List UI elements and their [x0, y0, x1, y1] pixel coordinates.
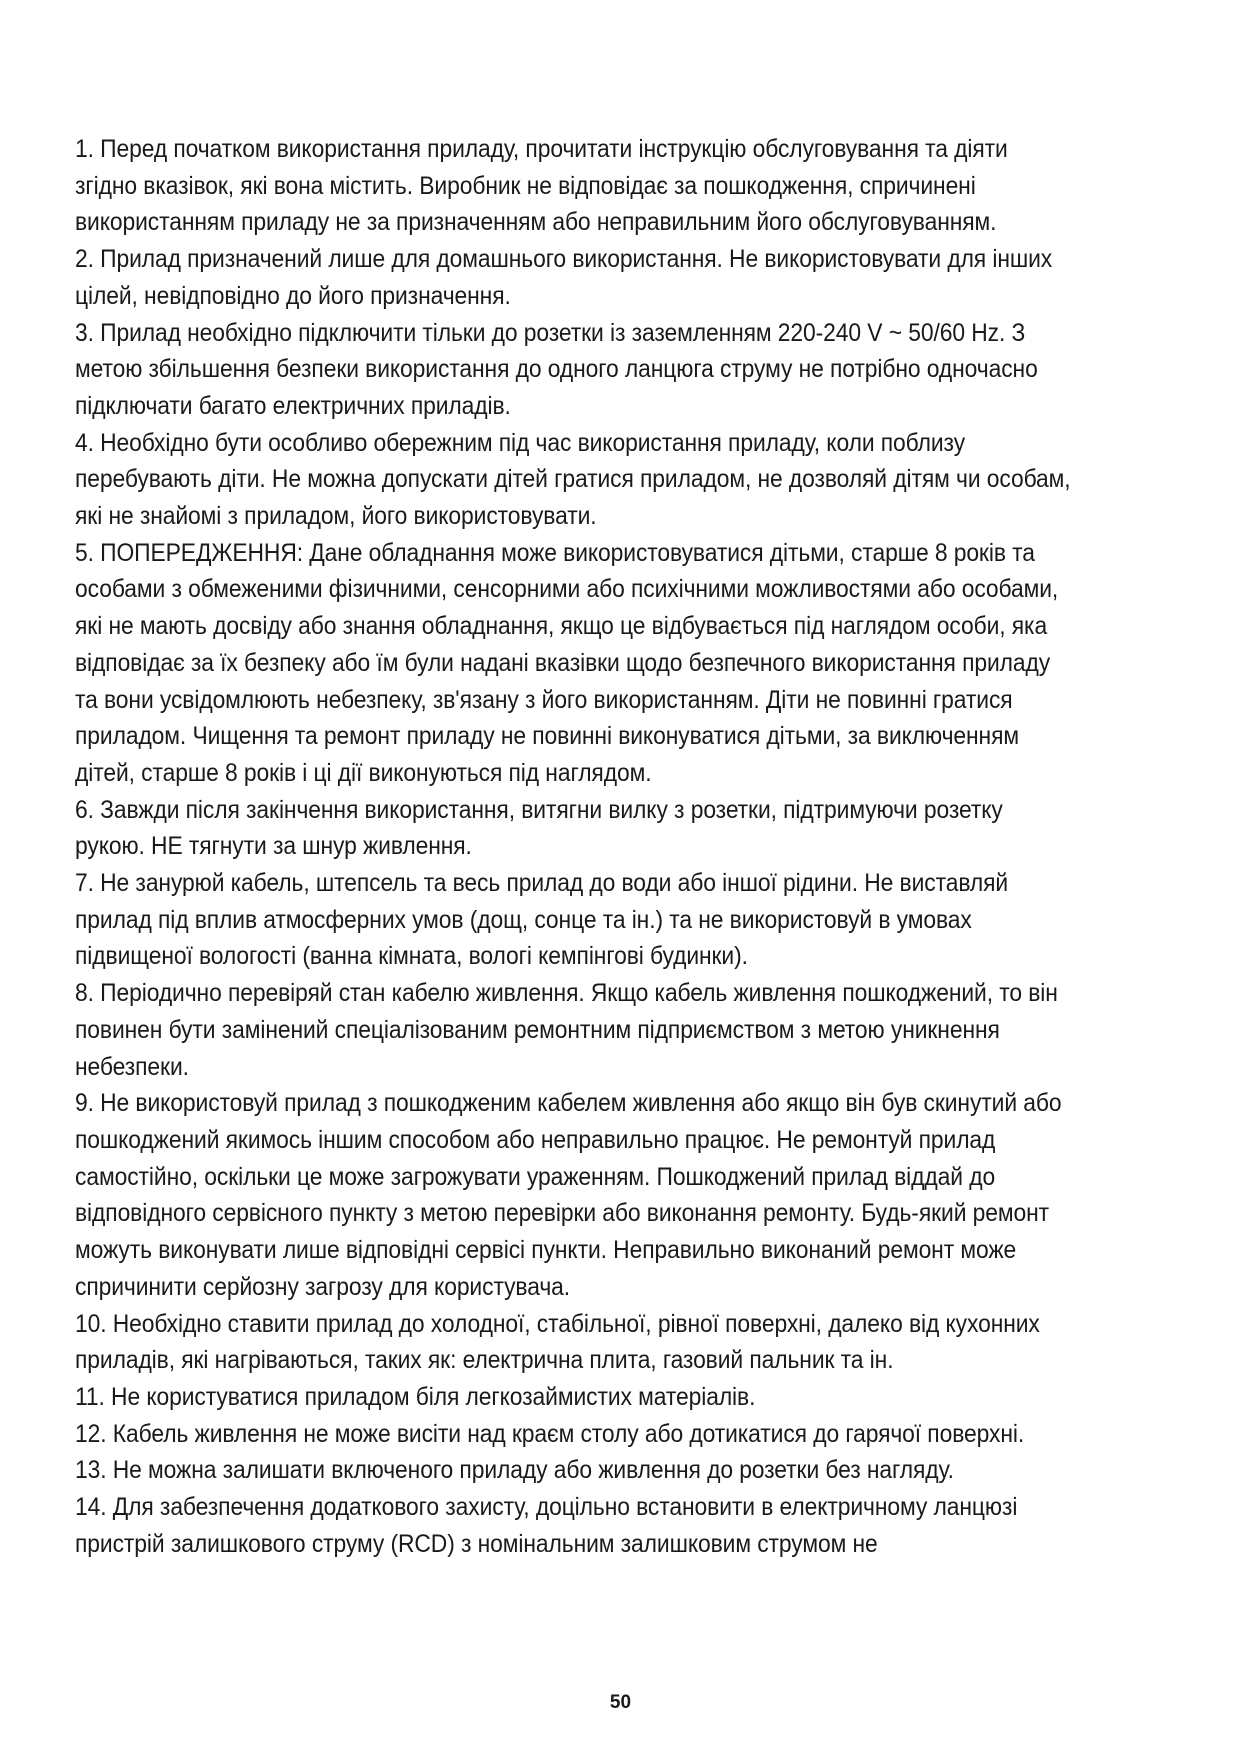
instructions-body [75, 131, 1074, 1562]
instruction-item-8: 8. Періодично перевіряй стан кабелю живлення. Якщо кабель живлення пошкоджений, то він повинен бути замінений спеціалізованим ремонтним підприємством з метою уникнення небезпеки. [75, 979, 1058, 1081]
instruction-item-13: 13. Не можна залишати включеного приладу або живлення до розетки без нагляду. [75, 1456, 954, 1485]
instruction-item-11: 11. Не користуватися приладом біля легкозаймистих матеріалів. [75, 1382, 756, 1411]
instruction-item-5: 5. ПОПЕРЕДЖЕННЯ: Дане обладнання може використовуватися дітьми, старше 8 років та особами з обмеженими фізичними, сенсорними або психічними можливостями або особами, які не мають досвіду або знання обладнання, якщо це відбувається під наглядом особи, яка відповідає за їх безпеку або їм були надані вказівки щодо безпечного використання приладу та вони усвідомлюють небезпеку, зв'язану з його використанням. Діти не повинні гратися приладом. Чищення та ремонт приладу не повинні виконуватися дітьми, за виключенням дітей, старше 8 років і ці дії виконуються під наглядом. [75, 538, 1059, 787]
instruction-item-4: 4. Необхідно бути особливо обережним під час використання приладу, коли поблизу перебувають діти. Не можна допускати дітей гратися приладом, не дозволяй дітям чи особам, які не знайомі з приладом, його використовувати. [75, 428, 1071, 531]
instruction-item-6: 6. Завжди після закінчення використання, витягни вилку з розетки, підтримуючи розетку рукою. НЕ тягнути за шнур живлення. [75, 795, 1003, 861]
instruction-item-12: 12. Кабель живлення не може висіти над краєм столу або дотикатися до гарячої поверхні. [75, 1419, 1025, 1448]
instruction-item-7: 7. Не занурюй кабель, штепсель та весь прилад до води або іншої рідини. Не виставляй прилад під вплив атмосферних умов (дощ, сонце та ін.) та не використовуй в умовах підвищеної вологості (ванна кімната, вологі кемпінгові будинки). [75, 869, 1009, 971]
instruction-item-2: 2. Прилад призначений лише для домашнього використання. Не використовувати для інших цілей, невідповідно до його призначення. [75, 245, 1053, 310]
page-number: 50 [609, 1692, 632, 1713]
instruction-item-3: 3. Прилад необхідно підключити тільки до розетки із заземленням 220-240 V ~ 50/60 Hz. З метою збільшення безпеки використання до одного ланцюга струму не потрібно одночасно підключати багато електричних приладів. [75, 318, 1038, 420]
instruction-item-14: 14. Для забезпечення додаткового захисту, доцільно встановити в електричному ланцюзі пристрій залишкового струму (RCD) з номінальним залишковим струмом не [75, 1493, 1018, 1558]
instruction-item-9: 9. Не використовуй прилад з пошкодженим кабелем живлення або якщо він був скинутий або пошкоджений якимось іншим способом або неправильно працює. Не ремонтуй прилад самостійно, оскільки це може загрожувати ураженням. Пошкоджений прилад віддай до відповідного сервісного пункту з метою перевірки або виконання ремонту. Будь-який ремонт можуть виконувати лише відповідні сервісі пункти. Неправильно виконаний ремонт може спричинити серйозну загрозу для користувача. [75, 1089, 1062, 1301]
instruction-item-10: 10. Необхідно ставити прилад до холодної, стабільної, рівної поверхні, далеко від кухонних приладів, які нагріваються, таких як: електрична плита, газовий пальник та ін. [75, 1309, 1040, 1375]
instruction-item-1: 1. Перед початком використання приладу, прочитати інструкцію обслуговування та діяти згідно вказівок, які вона містить. Виробник не відповідає за пошкодження, спричинені використанням приладу не за призначенням або неправильним його обслуговуванням. [75, 135, 1008, 237]
